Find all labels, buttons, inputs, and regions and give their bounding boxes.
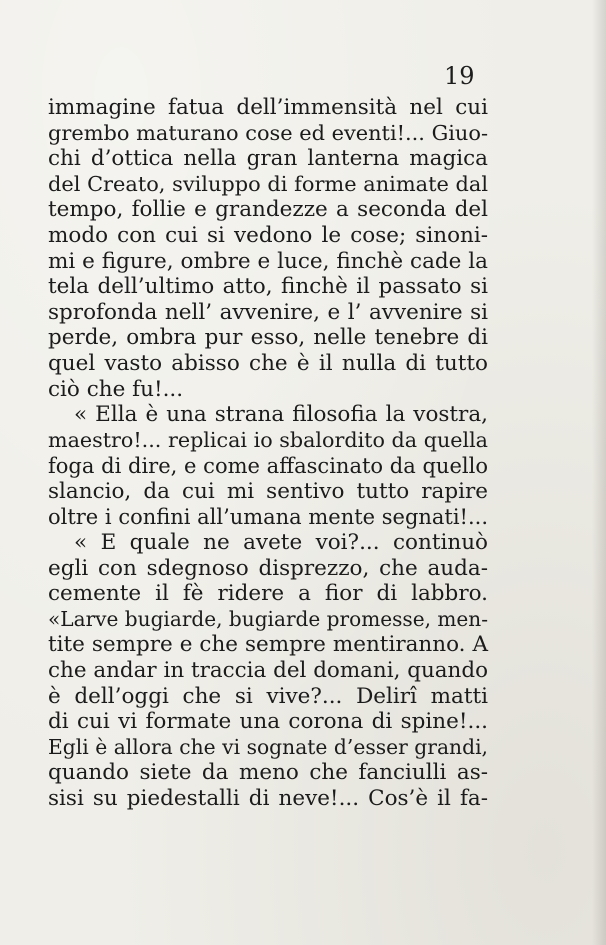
text-line: chi d’ottica nella gran lanterna magica [48, 146, 488, 172]
text-line: modo con cui si vedono le cose; sinoni- [48, 222, 488, 248]
text-line: maestro!... replicai io sbalordito da quella [48, 427, 488, 452]
text-line: cemente il fè ridere a fior di labbro. [48, 581, 488, 607]
text-line: immagine fatua dell’immensità nel cui [48, 95, 488, 120]
text-line: foga di dire, e come affascinato da quello [48, 453, 488, 479]
text-line: « Ella è una strana filosofia la vostra, [74, 402, 488, 428]
text-line: Egli è allora che vi sognate d’esser grandi, [48, 734, 488, 759]
text-line: perde, ombra pur esso, nelle tenebre di [48, 325, 488, 351]
text-line: del Creato, sviluppo di forme animate dal [48, 171, 488, 196]
page-number: 19 [444, 62, 475, 90]
text-line: tempo, follie e grandezze a seconda del [48, 197, 488, 223]
text-line: sprofonda nell’ avvenire, e l’ avvenire si [48, 299, 488, 325]
text-line: è dell’oggi che si vive?... Delirî matti [48, 683, 488, 709]
text-line: grembo maturano cose ed eventi!... Giuo- [48, 120, 488, 145]
text-line: oltre i confini all’umana mente segnati!... [48, 504, 488, 529]
text-line: di cui vi formate una corona di spine!... [48, 709, 488, 735]
page-edge-shadow [592, 0, 606, 945]
text-line: slancio, da cui mi sentivo tutto rapire [48, 478, 488, 504]
text-line: che andar in traccia del domani, quando [48, 658, 488, 684]
body-text [48, 95, 488, 812]
text-line: « E quale ne avete voi?... continuò [74, 530, 488, 556]
text-line: tite sempre e che sempre mentiranno. A [48, 632, 488, 658]
text-line: mi e figure, ombre e luce, finchè cade la [48, 248, 488, 274]
text-line: «Larve bugiarde, bugiarde promesse, men- [48, 606, 489, 631]
text-line: sisi su piedestalli di neve!... Cos’è il fa- [48, 786, 488, 812]
text-line: quel vasto abisso che è il nulla di tutto [48, 350, 488, 376]
text-line: ciò che fu!... [48, 376, 184, 402]
text-line: tela dell’ultimo atto, finchè il passato si [48, 274, 488, 300]
text-line: quando siete da meno che fanciulli as- [48, 760, 488, 786]
text-line: egli con sdegnoso disprezzo, che auda- [48, 555, 488, 581]
